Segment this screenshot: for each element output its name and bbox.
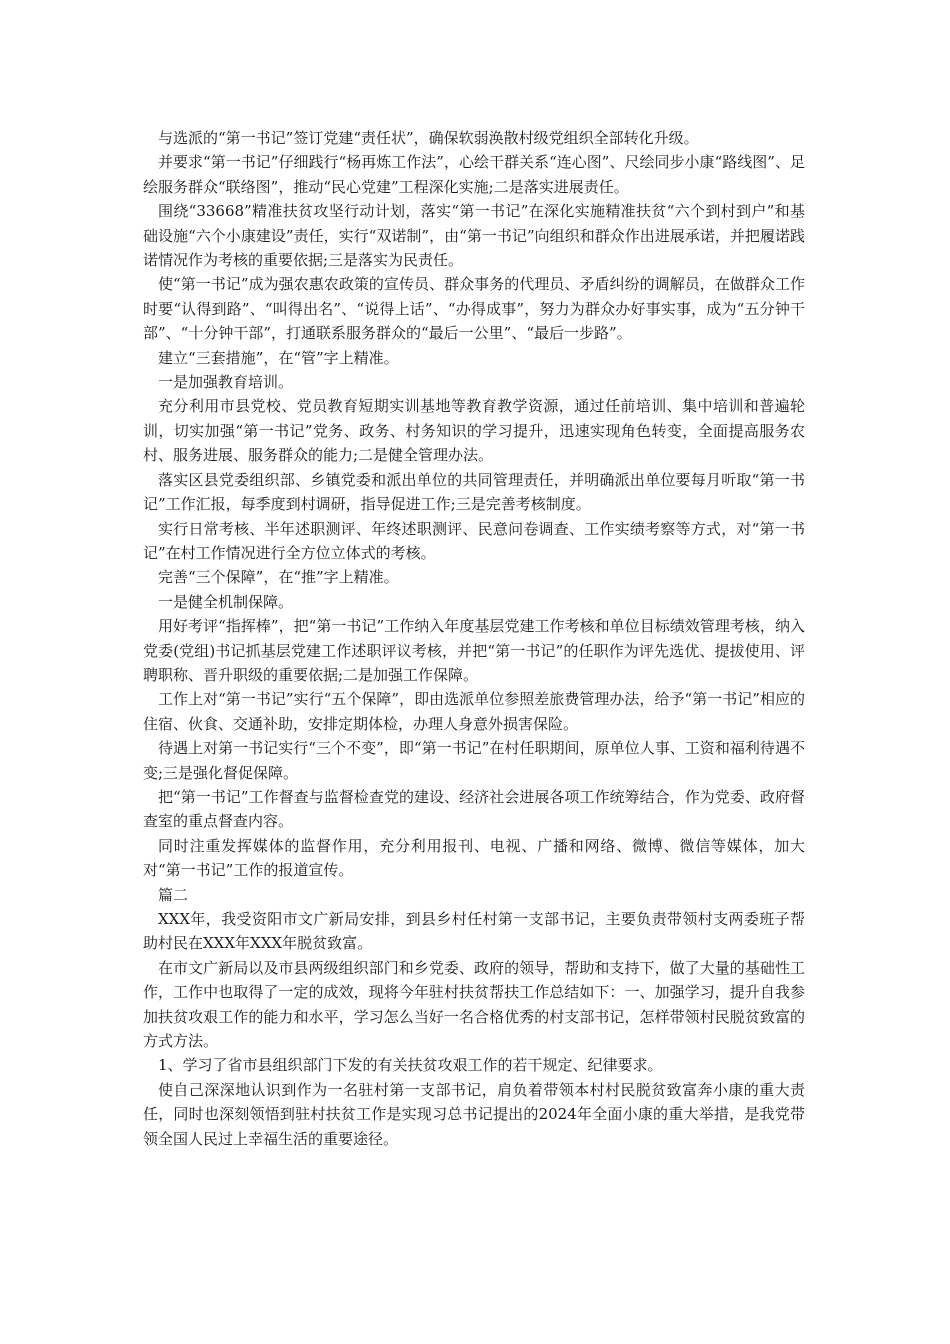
paragraph: 1、学习了省市县组织部门下发的有关扶贫攻艰工作的若干规定、纪律要求。 [158, 1056, 663, 1075]
paragraph: 在市文广新局以及市县两级组织部门和乡党委、政府的领导，帮助和支持下，做了大量的基础性工作，工作中也取得了一定的成效，现将今年驻村扶贫帮扶工作总结如下：一、加强学习，提升自我参加扶贫攻艰工作的能力和水平，学习怎么当好一名合格优秀的村支部书记，怎样带领村民脱贫致富的方式方法。 [143, 958, 805, 1051]
paragraph: 落实区县党委组织部、乡镇党委和派出单位的共同管理责任，并明确派出单位要每月听取“第一书记”工作汇报，每季度到村调研，指导促进工作;三是完善考核制度。 [143, 470, 805, 514]
paragraph: 工作上对“第一书记”实行“五个保障”，即由选派单位参照差旅费管理办法，给予“第一书记”相应的住宿、伙食、交通补助，安排定期体检，办理人身意外损害保险。 [143, 690, 805, 733]
paragraph: 同时注重发挥媒体的监督作用，充分利用报刊、电视、广播和网络、微博、微信等媒体，加大对“第一书记”工作的报道宣传。 [143, 836, 805, 880]
paragraph: 充分利用市县党校、党员教育短期实训基地等教育教学资源，通过任前培训、集中培训和普遍轮训，切实加强“第一书记”党务、政务、村务知识的学习提升，迅速实现角色转变，全面提高服务农村、服务进展、服务群众的能力;二是健全管理办法。 [143, 397, 805, 465]
paragraph: 把“第一书记”工作督查与监督检查党的建设、经济社会进展各项工作统筹结合，作为党委、政府督查室的重点督查内容。 [143, 787, 805, 831]
paragraph: 并要求“第一书记”仔细践行“杨再炼工作法”，心绘干群关系“连心图”、尺绘同步小康“路线图”、足绘服务群众“联络图”，推动“民心党建”工程深化实施;二是落实进展责任。 [143, 153, 805, 196]
paragraph: 使“第一书记”成为强农惠农政策的宣传员、群众事务的代理员、矛盾纠纷的调解员，在做群众工作时要“认得到路”、“叫得出名”、“说得上话”、“办得成事”，努力为群众办好事实事，成为“五分钟干部”、“十分钟干部”，打通联系服务群众的“最后一公里”、“最后一步路”。 [143, 275, 805, 343]
paragraph: 实行日常考核、半年述职测评、年终述职测评、民意问卷调查、工作实绩考察等方式，对“第一书记”在村工作情况进行全方位立体式的考核。 [143, 519, 805, 562]
paragraph: 建立“三套措施”，在“管”字上精准。 [158, 348, 399, 367]
paragraph: XXX年，我受资阳市文广新局安排，到县乡村任村第一支部书记，主要负责带领村支两委班子帮助村民在XXX年XXX年脱贫致富。 [143, 910, 805, 953]
paragraph: 与选派的“第一书记”签订党建“责任状”，确保软弱涣散村级党组织全部转化升级。 [158, 129, 699, 147]
paragraph: 用好考评“指挥棒”，把“第一书记”工作纳入年度基层党建工作考核和单位目标绩效管理考核，纳入党委(党组)书记抓基层党建工作述职评议考核，并把“第一书记”的任职作为评先选优、提拔使用、评聘职称、晋升职级的重要依据;二是加强工作保障。 [143, 617, 805, 684]
paragraph: 一是健全机制保障。 [158, 592, 294, 611]
paragraph: 待遇上对第一书记实行“三个不变”，即“第一书记”在村任职期间，原单位人事、工资和福利待遇不变;三是强化督促保障。 [143, 739, 805, 782]
section-heading: 篇二 [158, 885, 189, 904]
paragraph: 围绕“33668”精准扶贫攻坚行动计划，落实“第一书记”在深化实施精准扶贫“六个到村到户”和基础设施“六个小康建设”责任，实行“双诺制”，由“第一书记”向组织和群众作出进展承诺，并把履诺践诺情况作为考核的重要依据;三是落实为民责任。 [143, 202, 805, 270]
paragraph: 一是加强教育培训。 [158, 373, 294, 392]
document-body [143, 126, 805, 1151]
paragraph: 完善“三个保障”，在“推”字上精准。 [158, 568, 399, 587]
paragraph: 使自己深深地认识到作为一名驻村第一支部书记，肩负着带领本村村民脱贫致富奔小康的重大责任，同时也深刻领悟到驻村扶贫工作是实现习总书记提出的2024年全面小康的重大举措，是我党带领全国人民过上幸福生活的重要途径。 [143, 1080, 805, 1148]
